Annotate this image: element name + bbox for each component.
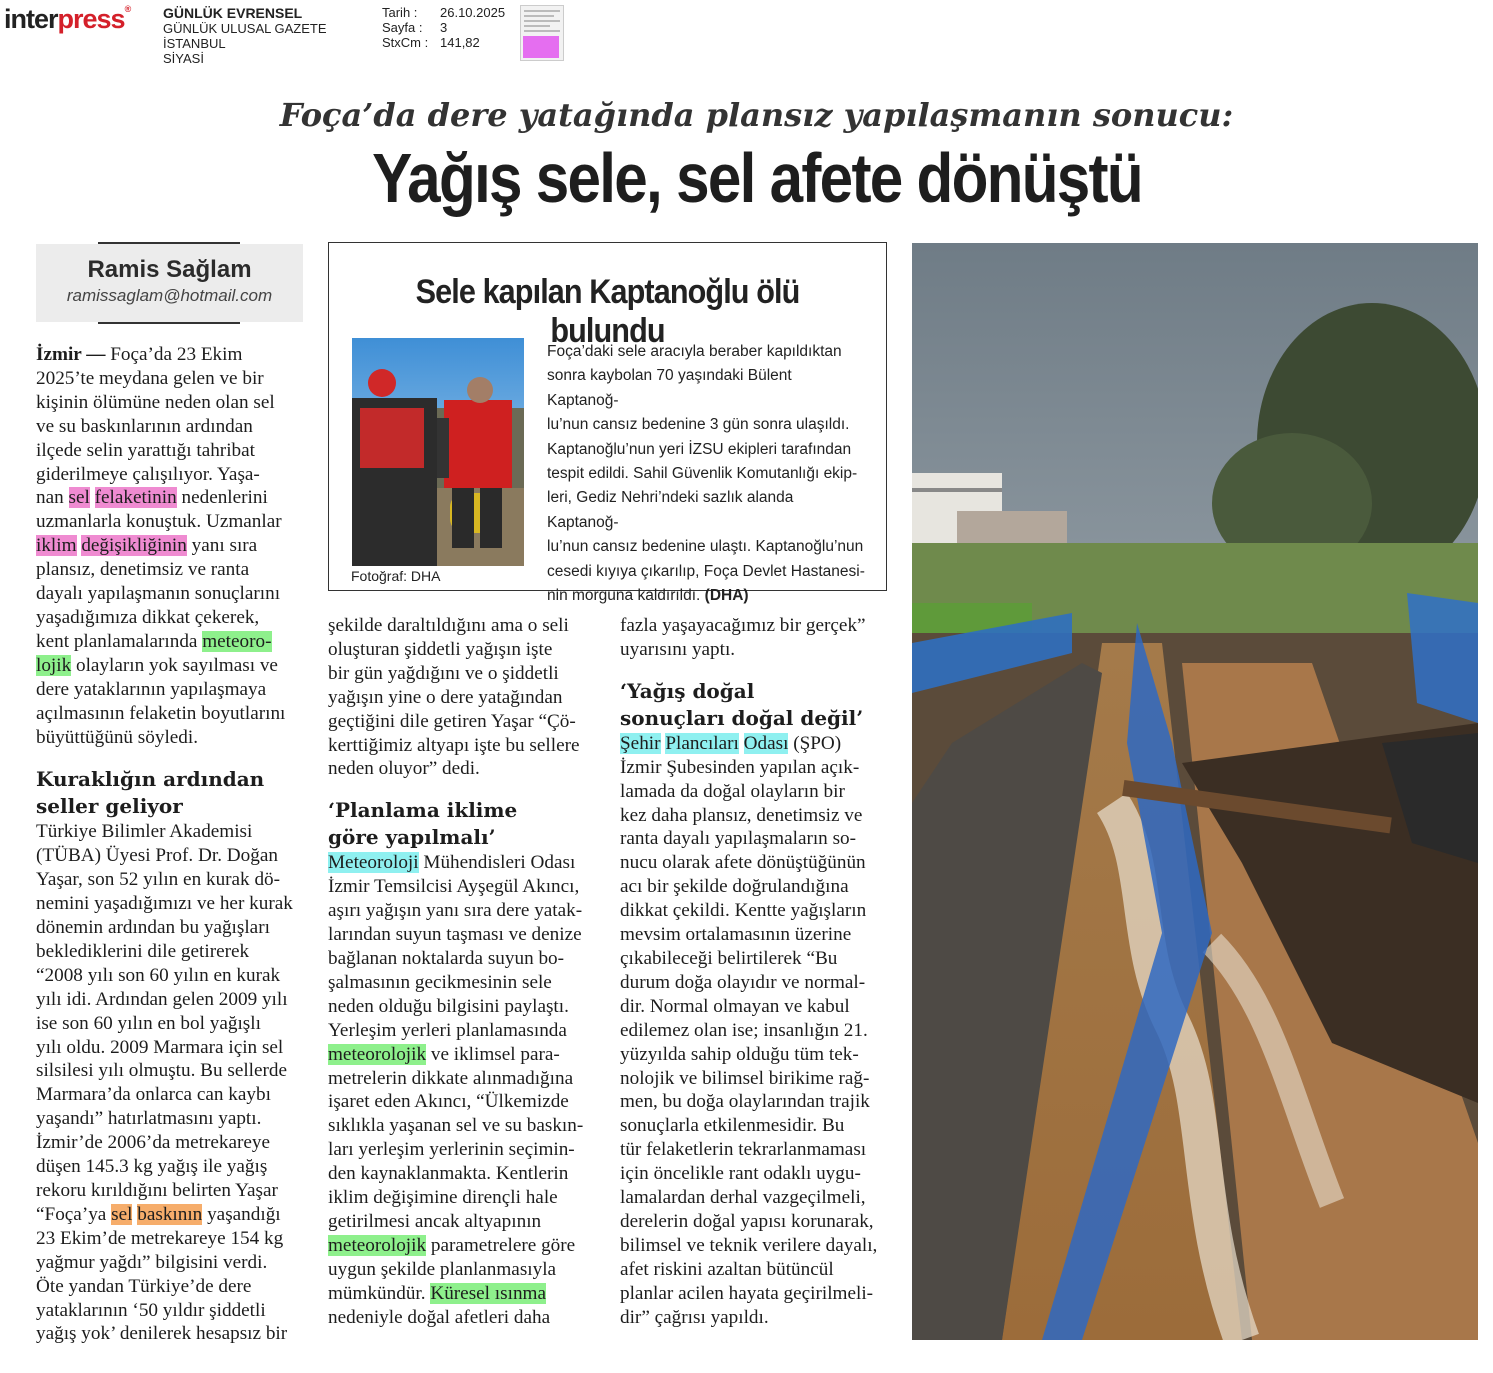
logo-registered-mark: ® bbox=[124, 4, 131, 14]
highlight-term: Plancıları bbox=[665, 732, 739, 754]
sidebar-title: Sele kapılan Kaptanoğlu ölü bulundu bbox=[415, 273, 800, 350]
article-headline: Yağış sele, sel afete dönüştü bbox=[372, 139, 1142, 217]
highlight-term: meteorolojik bbox=[328, 1234, 427, 1256]
stxcm-label: StxCm : bbox=[382, 35, 429, 50]
interpress-logo bbox=[4, 4, 130, 35]
publication-section: SİYASİ bbox=[163, 51, 204, 66]
body-paragraph: Meteoroloji Mühendisleri Odası İzmir Temsilcisi Ayşegül Akıncı, aşırı yağışın yanı sıra dere yatak- larından suyun taşması ve denize bağlanan noktalarda suyun bo- şalmasının gecikmesinin sele neden olduğu bilgisini paylaştı. Yerleşim yerleri planlamasında meteorolojik ve iklimsel para- metrelerin dikkate alınmadığına işaret eden Akıncı, “Ülkemizde sıklıkla yaşanan sel ve su baskın- ları yerleşim yerlerinin seçimin- den kaynaklanmakta. Kentlerin iklim değişimine dirençli hale getirilmesi ancak altyapının meteorolojik parametrelere göre uygun şekilde planlanmasıyla mümkündür. Küresel ısınma nedeniyle doğal afetleri daha bbox=[328, 852, 584, 1328]
logo-part-2: press bbox=[57, 4, 125, 34]
photo-caption: Fotoğraf: DHA bbox=[351, 568, 441, 584]
highlight-term: sel bbox=[111, 1203, 133, 1225]
article-kicker: Foça’da dere yatağında plansız yapılaşmanın sonucu: bbox=[279, 96, 1234, 134]
highlight-term: Odası bbox=[743, 732, 789, 754]
body-paragraph: şekilde daraltıldığını ama o seli oluşturan şiddetli yağışın işte bir gün yağdığını ve o şiddetli yağışın yine o dere yatağından geçtiğini dile getiren Yaşar “Çö- kerttiğimiz altyapı işte bu sellere neden oluyor” dedi. bbox=[328, 615, 580, 780]
highlight-term: meteorolojik bbox=[328, 1043, 427, 1065]
highlight-term: iklim bbox=[36, 535, 77, 557]
article-column-1 bbox=[36, 343, 304, 1346]
flood-photo bbox=[912, 243, 1478, 1340]
publication-city: İSTANBUL bbox=[163, 36, 226, 51]
author-top-rule bbox=[98, 242, 240, 244]
date-value: 26.10.2025 bbox=[440, 5, 506, 20]
sidebar-box bbox=[328, 242, 887, 605]
body-paragraph: fazla yaşayacağımız bir gerçek” uyarısını yaptı. bbox=[620, 615, 866, 660]
logo-part-1: inter bbox=[4, 4, 58, 34]
article-column-3 bbox=[620, 614, 888, 1329]
highlight-term: baskının bbox=[137, 1203, 203, 1225]
subheading: Kuraklığın ardından seller geliyor bbox=[36, 767, 265, 819]
date-label: Tarih : bbox=[382, 5, 418, 20]
highlight-term: Meteoroloji bbox=[328, 852, 419, 874]
author-bottom-rule bbox=[98, 322, 240, 324]
highlight-term: Küresel ısınma bbox=[430, 1282, 546, 1304]
stxcm-value: 141,82 bbox=[440, 35, 480, 50]
rescue-team-photo bbox=[352, 338, 524, 566]
subheading: ‘Yağış doğal sonuçları doğal değil’ bbox=[620, 678, 864, 730]
publication-name: GÜNLÜK EVRENSEL bbox=[163, 5, 303, 21]
sidebar-source: (DHA) bbox=[704, 587, 749, 605]
highlight-term: değişikliğinin bbox=[81, 535, 187, 557]
lead-paragraph: İzmir — Foça’da 23 Ekim 2025’te meydana gelen ve bir kişinin ölümüne neden olan sel ve su baskınlarının ardından ilçede selin yarattığı tahribat giderilmeye çalışılıyor. Yaşa- nan sel felaketinin nedenlerini uzmanlarla konuştuk. Uzmanlar iklim değişikliğinin yanı sıra plansız, denetimsiz ve ranta dayalı yapılaşmanın sonuçlarını yaşadığımıza dikkat çekerek, kent planlamalarında meteoro- lojik olayların yok sayılması ve dere yataklarının yapılaşmaya açılmasının felaketin boyutlarını büyüttüğünü söyledi. bbox=[36, 344, 286, 748]
clipping-meta bbox=[382, 5, 505, 50]
publication-type: GÜNLÜK ULUSAL GAZETE bbox=[163, 21, 327, 36]
highlight-term: felaketinin bbox=[94, 487, 177, 509]
author-box bbox=[36, 244, 303, 322]
subheading: ‘Planlama iklime göre yapılmalı’ bbox=[328, 798, 518, 850]
body-paragraph: Şehir Plancıları Odası (ŞPO) İzmir Şubesinden yapılan açık- lamada da doğal olayların bir kez daha plansız, denetimsiz ve ranta dayalı yapılaşmaların so- nucu olarak afete dönüştüğünün acı bir şekilde doğrulandığına dikkat çekildi. Kentte yağışların mevsim ortalamasının üzerine çıkabileceği belirtilerek “Bu durum doğa olayıdır ve normal- dir. Normal olmayan ve kabul edilemez olan ise; insanlığın 21. yüzyılda sahip olduğu tüm tek- nolojik ve bilimsel birikime rağ- men, bu doğa olaylarından trajik sonuçlarla etkilenmesidir. Bu tür felaketlerin tekrarlanmaması için öncelikle rant odaklı uygu- lamalardan derhal vazgeçilmeli, derelerin doğal yapısı korunarak, bilimsel ve teknik verilere dayalı, afet riskini azaltan bütüncül planlar acilen hayata geçirilmeli- dir” çağrısı yapıldı. bbox=[620, 732, 878, 1328]
body-paragraph: Türkiye Bilimler Akademisi (TÜBA) Üyesi Prof. Dr. Doğan Yaşar, son 52 yılın en kurak dö- nemini yaşadığımızı ve her kurak dönemin ardından bu yağışları beklediklerini dile getirerek “2008 yılı son 60 yılın en kurak yılı idi. Ardından gelen 2009 yılı ise son 60 yılın en bol yağışlı yılı oldu. 2009 Marmara için sel silsilesi yılı olmuştu. Bu sellerde Marmara’da onlarca can kaybı yaşandı” hatırlatmasını yaptı. İzmir’de 2006’da metrekareye düşen 145.3 kg yağış ile yağış rekoru kırıldığını belirten Yaşar “Foça’ya sel baskının yaşandığı 23 Ekim’de metrekareye 154 kg yağmur yağdı” bilgisini verdi. Öte yandan Türkiye’de dere yataklarının ‘50 yıldır şiddetli yağış yok’ denilerek hesapsız bir bbox=[36, 821, 293, 1345]
highlight-term: sel bbox=[68, 487, 90, 509]
sidebar-text: Foça’daki sele aracıyla beraber kapıldıktan sonra kaybolan 70 yaşındaki Bülent Kaptanoğ- lu’nun cansız bedenine 3 gün sonra ulaşıldı. Kaptanoğlu’nun yeri İZSU ekipleri tarafından tespit edildi. Sahil Güvenlik Komutanlığı ekip- leri, Gediz Nehri’ndeki sazlık alanda Kaptanoğ- lu’nun cansız bedenine ulaştı. Kaptanoğlu’nun cesedi kıyıya çıkarılıp, Foça Devlet Hastanesi- nin morguna kaldırıldı. (DHA) bbox=[547, 343, 865, 605]
highlight-term: Şehir bbox=[620, 732, 661, 754]
page-thumbnail[interactable] bbox=[520, 5, 564, 61]
author-email: ramissaglam@hotmail.com bbox=[66, 286, 273, 305]
article-column-2 bbox=[328, 614, 598, 1329]
highlight-term: meteoro- lojik bbox=[36, 630, 272, 676]
dateline: İzmir — bbox=[36, 344, 106, 365]
page-value: 3 bbox=[440, 20, 448, 35]
page-label: Sayfa : bbox=[382, 20, 423, 35]
publication-info bbox=[163, 6, 327, 66]
author-name: Ramis Sağlam bbox=[87, 256, 252, 283]
